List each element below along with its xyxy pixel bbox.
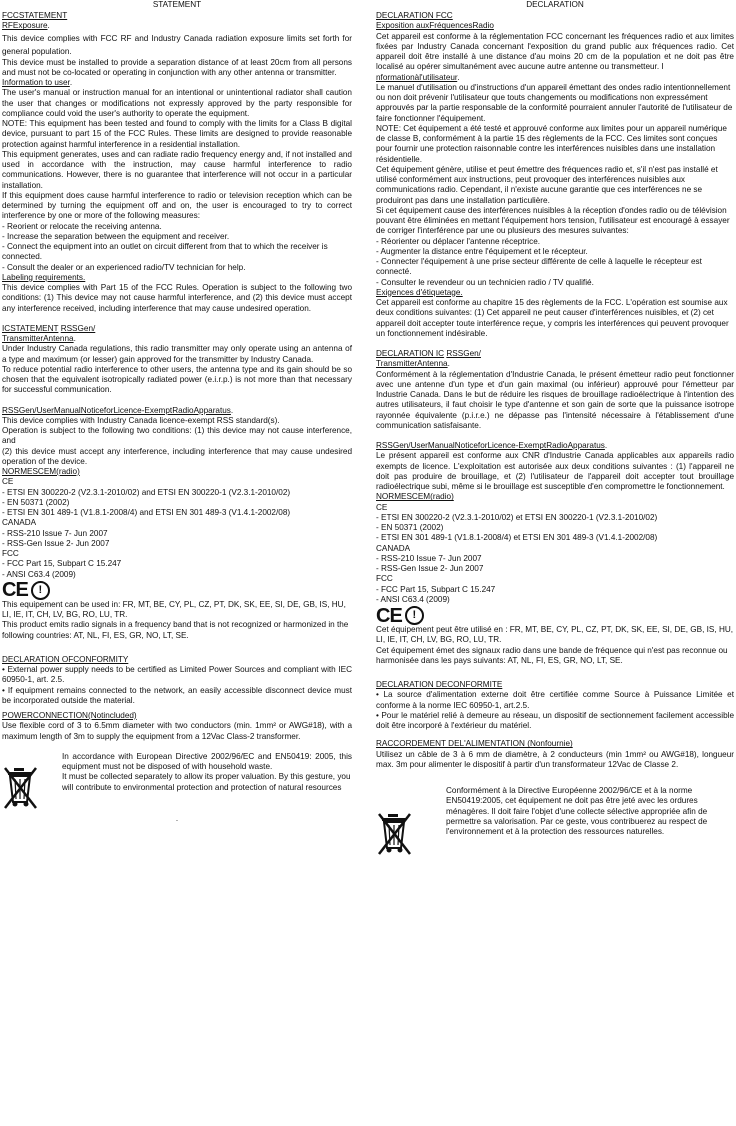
measures-intro-paragraph: If this equipment does cause harmful interference to radio or television reception which can be determined by turning the equipment off and on, the user is encouraged to try to correct interference by one or more of the following measures: — [2, 190, 352, 221]
measure-item: - Consult the dealer or an experienced radio/TV technician for help. — [2, 262, 246, 272]
measure-item: - Reorient or relocate the receiving antenna. — [2, 221, 162, 231]
norm-item: - RSS-Gen Issue 2- Jun 2007 — [376, 564, 484, 573]
ic-antenna-paragraph: Conformément à la réglementation d'Industrie Canada, le présent émetteur radio peut fonctionner avec une antenne d'un type et d'un gain maximal (ou inférieur) approuvé pour l'émetteur par Industrie Canada. Dans le but de réduire les risques de brouillage radioélectrique à l'intention des autres utilisateurs, il faut choisir le type d'antenne et son gain de sorte que la puissance isotrope rayonnée équivalente (p.i.r.e.) ne dépasse pas l'intensité nécessaire à l'établissement d'une communication satisfaisante. — [376, 369, 734, 430]
rf-separation-paragraph: This device must be installed to provide a separation distance of at least 20cm from all persons and must not be co-located or operating in conjunction with any other antenna or transmitter. — [2, 57, 352, 77]
disconnect-paragraph: • If equipment remains connected to the network, an easily accessible disconnect device must be incorporated outside the material. — [2, 685, 352, 705]
power-supply-paragraph: • External power supply needs to be certified as Limited Power Sources and compliant with IEC 60950-1, art. 2.5. — [2, 665, 352, 685]
ic-eirp-paragraph: To reduce potential radio interference to other users, the antenna type and its gain should be so chosen that the equivalent isotropically radiated power (e.i.r.p.) is not more than that necessary for successful communication. — [2, 364, 352, 395]
weee-paragraph: In accordance with European Directive 2002/96/EC and EN50419: 2005, this equipment must not be disposed of with household waste. — [62, 751, 352, 771]
norm-item: - ETSI EN 300220-2 (V2.3.1-2010/02) and ETSI EN 300220-1 (V2.3.1-2010/02) — [2, 487, 291, 497]
column-header: STATEMENT — [152, 0, 202, 9]
ic-statement-title: ICSTATEMENT RSSGen/ — [2, 323, 96, 333]
labeling-title: Exigences d'étiquetage. — [376, 287, 463, 297]
interference-paragraph: Cet équipement génère, utilise et peut émettre des fréquences radio et, s'il n'est pas installé et utilisé conformément aux instructions, peut provoquer des interférences nuisibles aux communications radio. Cependant, il n'existe aucune garantie que ces interférences ne se produiront pas dans une installation particulière. — [376, 164, 718, 205]
restricted-countries-paragraph: Cet équipement émet des signaux radio dans une bande de fréquence qui n'est pas reconnue ou harmonisée dans les pays suivants: AT, NL, FI, ES, GR, NO, LT, SE. — [376, 645, 728, 665]
norm-item: - FCC Part 15, Subpart C 15.247 — [376, 584, 496, 594]
norm-item: - ETSI EN 301 489-1 (V1.8.1-2008/4) et ETSI EN 301 489-3 (V1.4.1-2002/08) — [376, 533, 658, 543]
norm-item: CANADA — [376, 543, 411, 553]
norm-item: - FCC Part 15, Subpart C 15.247 — [2, 559, 122, 569]
measure-item: - Consulter le revendeur ou un technicien radio / TV qualifié. — [376, 277, 594, 287]
rf-exposure-title: RFExposure. — [2, 21, 50, 31]
measure-item: - Connect the equipment into an outlet on circuit different from that to which the receiver is connected. — [2, 242, 328, 262]
rss-conditions-paragraph: Operation is subject to the following two conditions: (1) this device may not cause interference, and — [2, 426, 352, 446]
rss-notice-title: RSSGen/UserManualNoticeforLicence-ExemptRadioApparatus. — [2, 405, 234, 415]
column-header: DECLARATION — [526, 0, 584, 9]
norm-item: - EN 50371 (2002) — [2, 497, 70, 507]
labeling-paragraph: This device complies with Part 15 of the FCC Rules. Operation is subject to the following two conditions: (1) This device may not cause harmful interference, and (2) this device must accept any interference received, including interference that may cause undesired operation. — [2, 283, 352, 313]
measure-item: - Increase the separation between the equipment and receiver. — [2, 231, 230, 241]
power-cord-paragraph: Use flexible cord of 3 to 6.5mm diameter with two conductors (min. 1mm² or AWG#18), with a maximum length of 3m to supply the equipment from a 12Vac Class-2 transformer. — [2, 721, 352, 741]
weee-paragraph: Conformément à la Directive Européenne 2002/96/CE et à la norme EN50419:2005, cet équipement ne doit pas être jeté avec les ordures ménagères. Il doit faire l'objet d'une collecte sélective appropriée afin de permettre sa valorisation. Par ce geste, vous contribuerez au respect de l'environnement et à la protection des ressources naturelles. — [446, 786, 708, 836]
info-to-user-title: nformationàl'utilisateur. — [376, 72, 460, 82]
norms-title: NORMESCEM(radio) — [376, 492, 454, 502]
weee-block — [2, 752, 352, 815]
ic-antenna-paragraph: Under Industry Canada regulations, this radio transmitter may only operate using an antenna of a type and maximum (or lesser) gain approved for the transmitter by Industry Canada. — [2, 344, 352, 364]
labeling-title: Labeling requirements. — [2, 272, 86, 282]
fcc-declaration-title: DECLARATION FCC — [376, 11, 453, 20]
user-manual-paragraph: The user's manual or instruction manual for an intentional or unintentional radiator shall caution the user that changes or modifications not expressly approved by the party responsible for compliance could void the user's authority to operate the equipment. — [2, 88, 352, 118]
power-supply-paragraph: • La source d'alimentation externe doit être certifiée comme Source à Puissance Limitée et conforme à la norme IEC 60950-1, art.2.5. — [376, 690, 734, 710]
norm-item: CE — [376, 502, 388, 512]
countries-paragraph: This equipement can be used in: FR, MT, BE, CY, PL, CZ, PT, DK, SK, EE, SI, DE, GB, IS, HU, LI, IE, IT, CH, LV, BG, RO, LU, TR. — [2, 599, 346, 619]
ce-marking — [2, 581, 352, 600]
norm-item: CE — [2, 477, 14, 487]
norm-item: - RSS-210 Issue 7- Jun 2007 — [376, 553, 482, 563]
rf-exposure-paragraph: This device complies with FCC RF and Industry Canada radiation exposure limits set forth for general population. — [2, 33, 352, 56]
norm-item: - ETSI EN 301 489-1 (V1.8.1-2008/4) and ETSI EN 301 489-3 (V1.4.1-2002/08) — [2, 508, 291, 517]
power-connection-title: POWERCONNECTION(Notincluded) — [2, 711, 137, 720]
alert-mark-icon: ! — [405, 606, 424, 625]
rf-exposure-paragraph: Cet appareil est conforme à la réglementation FCC concernant les fréquences radio et aux limites fixées par Industry Canada concernant l'exposition du grand public aux fréquences radio. Cet appareil doit être installé à une distance d'au moins 20 cm de la population et ne doit pas être localisé au opérer simultanément avec aucune autre antenne ou transmetteur. I — [376, 31, 734, 72]
french-column — [376, 0, 734, 861]
rf-exposure-title: Exposition auxFréquencesRadio — [376, 21, 494, 31]
alert-mark-icon: ! — [31, 581, 50, 600]
norm-item: - ETSI EN 300220-2 (V2.3.1-2010/02) et ETSI EN 300220-1 (V2.3.1-2010/02) — [376, 512, 658, 522]
norm-item: - ANSI C63.4 (2009) — [2, 569, 76, 579]
ce-mark-icon: CE — [2, 579, 28, 602]
norm-item: - EN 50371 (2002) — [376, 523, 444, 532]
ce-marking — [376, 606, 734, 625]
declaration-title: DECLARATION DECONFORMITE — [376, 680, 503, 689]
disconnect-paragraph: • Pour le matériel relié à demeure au réseau, un dispositif de sectionnement facilement accessible doit être incorporé à l'extérieur du matériel. — [376, 710, 734, 730]
rss-conditions-paragraph: (2) this device must accept any interference, including interference that may cause undesired operation of the device. — [2, 446, 352, 466]
ic-declaration-title: DECLARATION IC RSSGen/ — [376, 349, 481, 358]
measures-intro-paragraph: Si cet équipement cause des interférences nuisibles à la réception d'ondes radio ou de télévision pouvant être éliminées en mettant l'équipement hors tension, l'utilisateur est encouragé à essayer de corriger l'interférence par une ou plusieurs des mesures suivantes: — [376, 205, 730, 236]
power-cord-paragraph: Utilisez un câble de 3 à 6 mm de diamètre, à 2 conducteurs (min 1mm² ou AWG#18), longueur max. 3m pour alimenter le dispositif à partir d'un transformateur 12Vac de Classe 2. — [376, 749, 734, 769]
english-column — [2, 0, 352, 823]
norms-title: NORMESCEM(radio) — [2, 467, 80, 476]
norm-item: - ANSI C63.4 (2009) — [376, 594, 450, 604]
interference-paragraph: This equipment generates, uses and can radiate radio frequency energy and, if not installed and used in accordance with the instruction, may cause harmful interference to radio communications. However, there is no guarantee that interference will not occur in a particular installation. — [2, 149, 352, 190]
weee-bin-icon — [2, 752, 62, 815]
norm-item: CANADA — [2, 518, 37, 528]
transmitter-antenna-title: TransmitterAntenna. — [2, 334, 76, 343]
norm-item: - RSS-Gen Issue 2- Jun 2007 — [2, 538, 110, 548]
fcc-statement-title: FCCSTATEMENT — [2, 11, 68, 20]
weee-bin-icon — [376, 786, 446, 861]
user-manual-paragraph: Le manuel d'utilisation ou d'instructions d'un appareil émettant des ondes radio intentionnellement ou non doit prévenir l'utilisateur que touts changements ou modifications non expressément approuvés par la partie responsable de la conformité pourraient annuler l'autorité de l'utilisateur de faire fonctionner l'équipement. — [376, 82, 733, 123]
rss-paragraph: This device complies with Industry Canada licence-exempt RSS standard(s). — [2, 415, 280, 425]
weee-collection-paragraph: It must be collected separately to allow its proper valuation. By this gesture, you will contribute to environmental protection and protection of natural resources — [62, 772, 351, 792]
class-b-note-paragraph: NOTE: This equipment has been tested and found to comply with the limits for a Class B digital device, pursuant to part 15 of the FCC Rules. These limits are designed to provide reasonable protection against harmful interference in a residential installation. — [2, 119, 352, 149]
transmitter-antenna-title: TransmitterAntenna. — [376, 359, 450, 369]
labeling-paragraph: Cet appareil est conforme au chapitre 15 des règlements de la FCC. L'opération est soumise aux deux conditions suivantes: (1) Cet appareil ne peut causer d'interférences nuisibles, et (2) cet appareil doit accepter toute interférence reçue, y compris les interférences qui peuvent provoquer un fonctionnement indésirable. — [376, 298, 729, 338]
measure-item: - Connecter l'équipement à une prise secteur différente de celle à laquelle le récepteur est connecté. — [376, 257, 702, 277]
ce-mark-icon: CE — [376, 604, 402, 627]
measure-item: - Réorienter ou déplacer l'antenne réceptrice. — [376, 236, 541, 246]
weee-block — [376, 786, 734, 861]
norm-item: FCC — [2, 549, 19, 558]
end-dot: . — [175, 814, 179, 823]
rss-paragraph: Le présent appareil est conforme aux CNR d'Industrie Canada applicables aux appareils radio exempts de licence. L'exploitation est autorisée aux deux conditions suivantes : (1) l'appareil ne doit pas produire de brouillage, et (2) l'utilisateur de l'appareil doit accepter tout brouillage radioélectrique subi, même si le brouillage est susceptible d'en compromettre le fonctionnement. — [376, 451, 734, 491]
measure-item: - Augmenter la distance entre l'équipement et le récepteur. — [376, 246, 588, 256]
norm-item: - RSS-210 Issue 7- Jun 2007 — [2, 528, 108, 538]
info-to-user-title: Information to user. — [2, 78, 73, 87]
rss-notice-title: RSSGen/UserManualNoticeforLicence-ExemptRadioApparatus. — [376, 441, 608, 450]
weee-text — [62, 752, 352, 815]
class-b-note-paragraph: NOTE: Cet équipement a été testé et approuvé conforme aux limites pour un appareil numérique de classe B, conformément à la partie 15 des règlements de la FCC. Ces limites sont conçues pour fournir une protection raisonnable contre les interférences nuisibles dans une installation résidentielle. — [376, 123, 727, 164]
restricted-countries-paragraph: This product emits radio signals in a frequency band that is not recognized or harmonized in the following countries: AT, NL, FI, ES, GR, NO, LT, SE. — [2, 620, 349, 640]
declaration-title: DECLARATION OFCONFORMITY — [2, 654, 129, 664]
power-connection-title: RACCORDEMENT DEL'ALIMENTATION (Nonfournie) — [376, 739, 573, 749]
norm-item: FCC — [376, 574, 393, 584]
countries-paragraph: Cet équipement peut être utilisé en : FR, MT, BE, CY, PL, CZ, PT, DK, SK, EE, SI, DE, GB, IS, HU, LI, IE, IT, CH, LV, BG, RO, LU, TR. — [376, 625, 734, 645]
